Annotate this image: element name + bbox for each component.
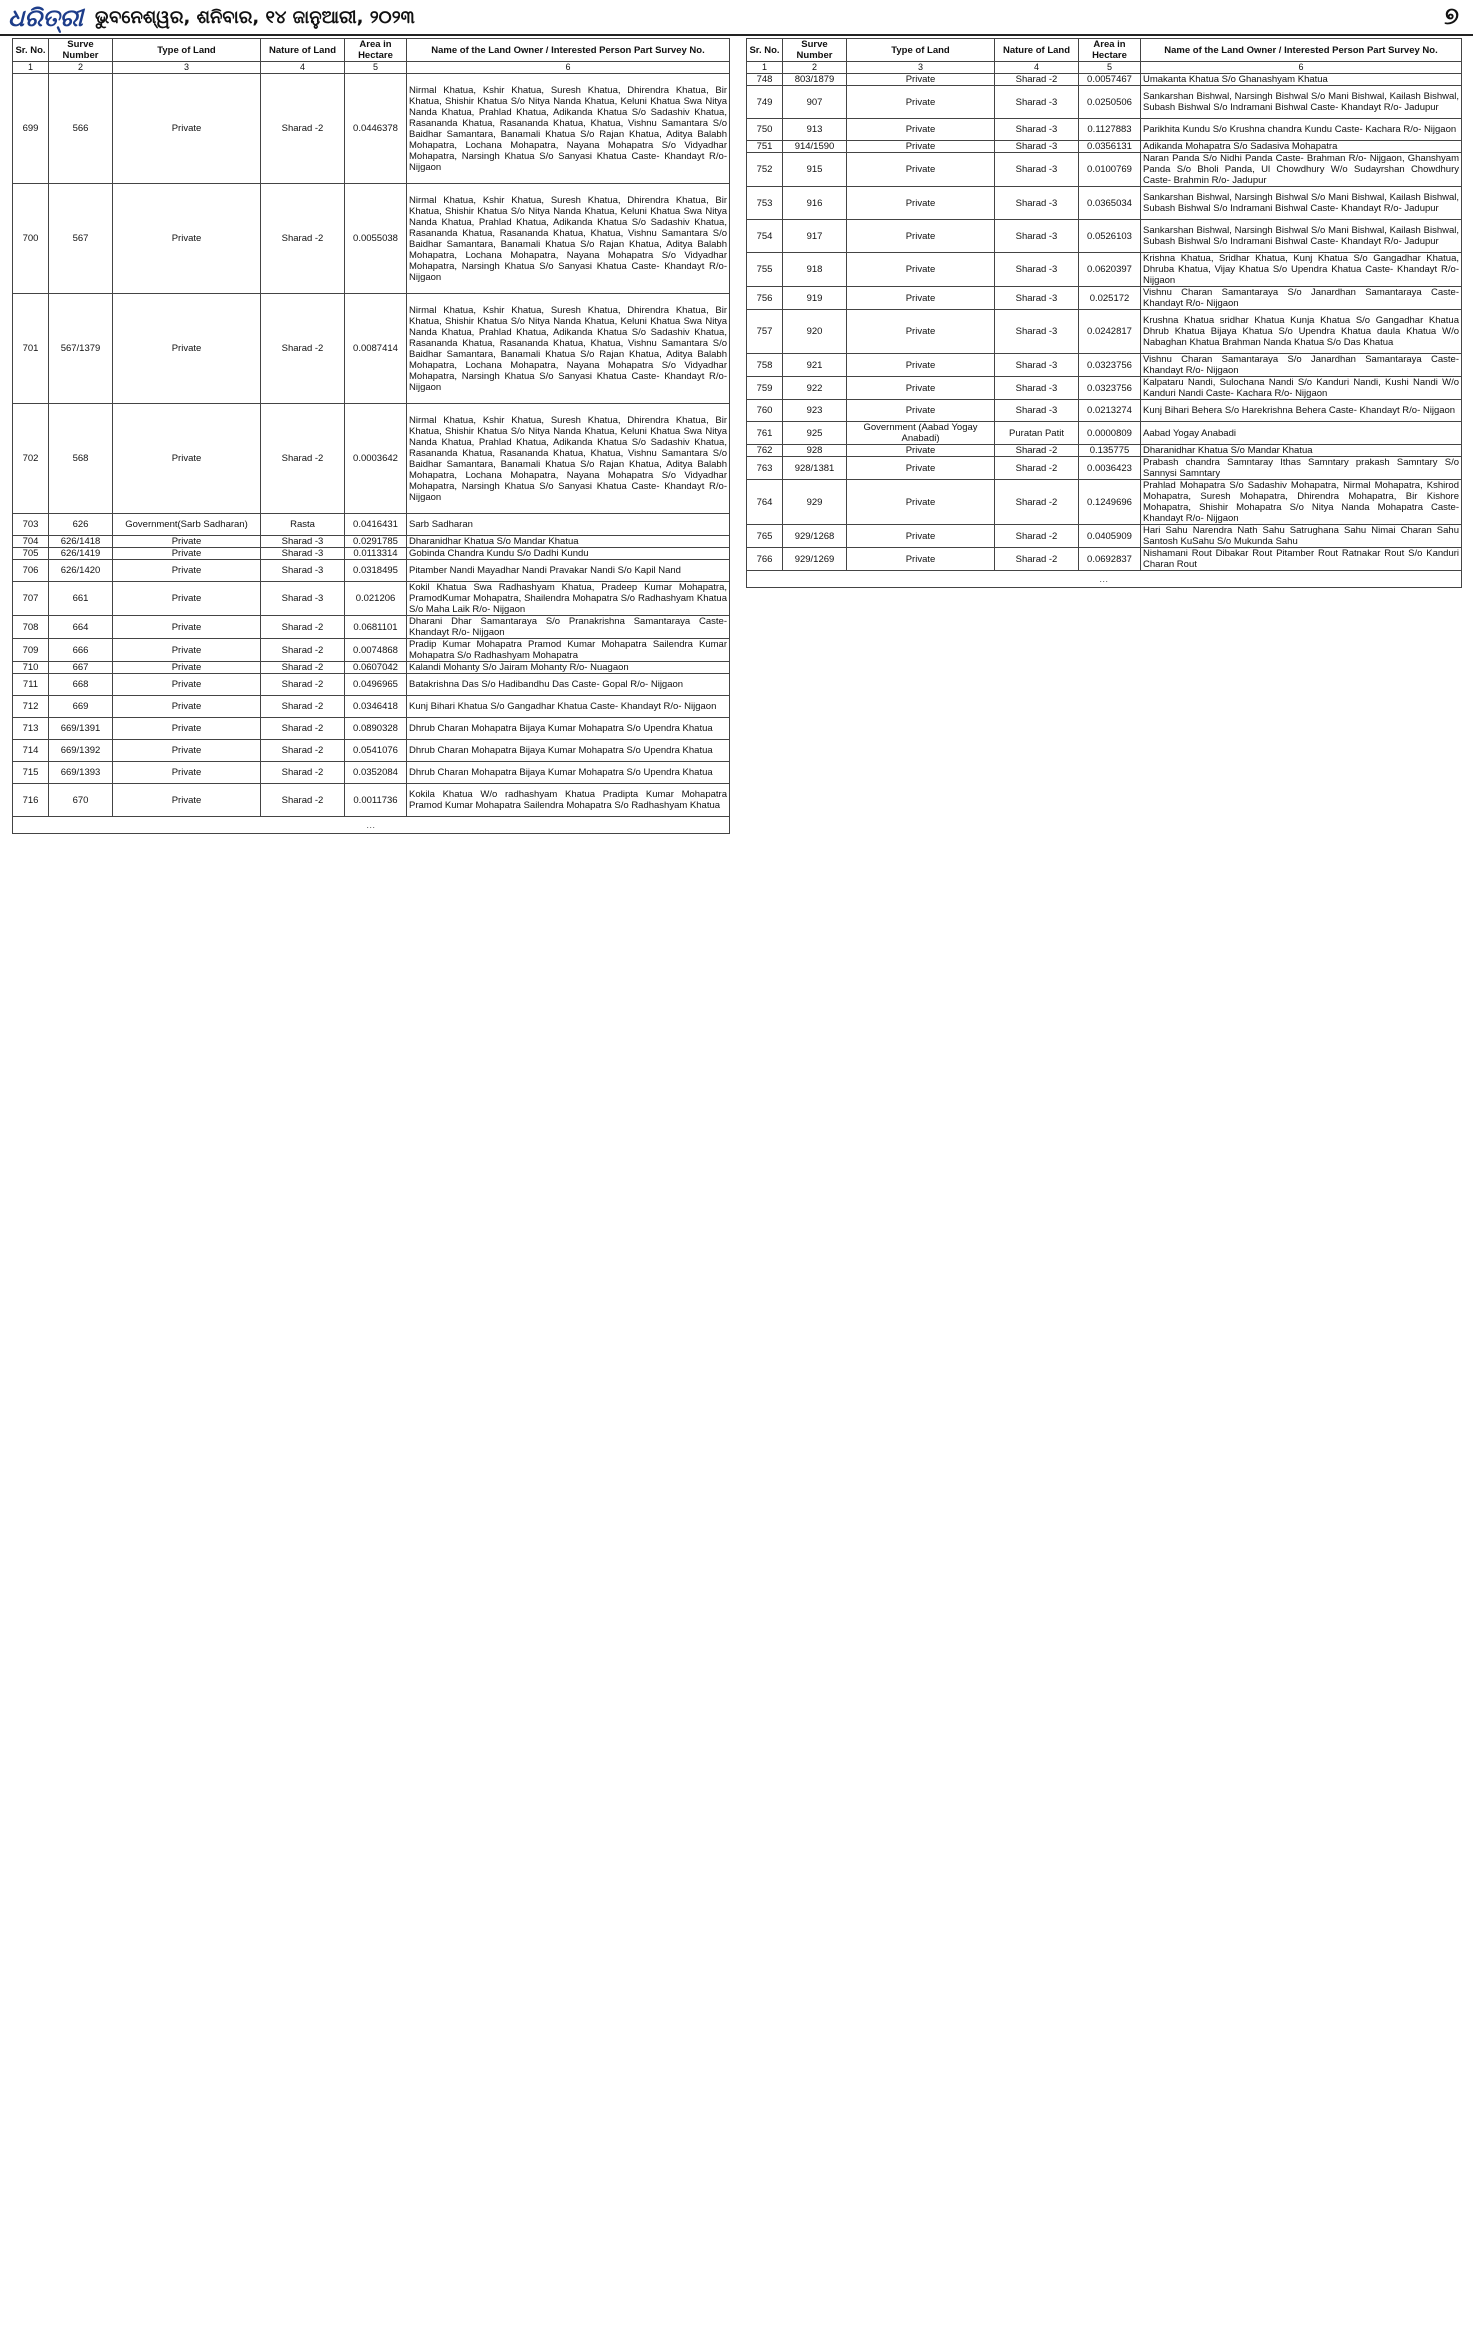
owner-name-cell: Prahlad Mohapatra S/o Sadashiv Mohapatra, Nirmal Mohapatra, Kshirod Mohapatra, Suresh Mohapatra, Dhirendra Mohapatra, Bir Kishore Mohapatra, Shishir Mohapatra S/o Nitya Nanda Mohapatra Caste- Khandayt R/o- Nijgaon bbox=[1141, 480, 1462, 525]
owner-name-cell: Nirmal Khatua, Kshir Khatua, Suresh Khatua, Dhirendra Khatua, Bir Khatua, Shishir Khatua S/o Nitya Nanda Khatua, Keluni Khatua Swa Nitya Nanda Khatua, Prahlad Khatua, Adikanda Khatua S/o Sadashiv Khatua, Rasananda Khatua, Rasananda Khatua, Khatua, Vishnu Samantara S/o Baidhar Samantara, Banamali Khatua S/o Rajan Khatua, Aditya Balabh Mohapatra, Lochana Mohapatra, Nayana Mohapatra S/o Vidyadhar Mohapatra, Narsingh Khatua S/o Sanyasi Khatua Caste- Khandayt R/o- Nijgaon bbox=[407, 294, 730, 404]
area-hectare-cell: 0.0346418 bbox=[345, 696, 407, 718]
col-header-survey: Surve Number bbox=[783, 39, 847, 62]
owner-name-cell: Umakanta Khatua S/o Ghanashyam Khatua bbox=[1141, 74, 1462, 86]
land-nature-cell: Sharad -2 bbox=[261, 740, 345, 762]
survey-number-cell: 568 bbox=[49, 404, 113, 514]
area-hectare-cell: 0.0541076 bbox=[345, 740, 407, 762]
survey-number-cell: 667 bbox=[49, 662, 113, 674]
owner-name-cell: Prabash chandra Samntaray Ithas Samntary prakash Samntary S/o Sannysi Samntary bbox=[1141, 457, 1462, 480]
land-type-cell: Private bbox=[113, 582, 261, 616]
sr-no-cell: 701 bbox=[13, 294, 49, 404]
sr-no-cell: 757 bbox=[747, 310, 783, 354]
table-row bbox=[747, 310, 1462, 354]
area-hectare-cell: 0.0496965 bbox=[345, 674, 407, 696]
table-row bbox=[13, 696, 730, 718]
sr-no-cell: 759 bbox=[747, 377, 783, 400]
land-type-cell: Private bbox=[113, 294, 261, 404]
land-nature-cell: Sharad -2 bbox=[261, 674, 345, 696]
land-type-cell: Private bbox=[113, 404, 261, 514]
land-type-cell: Government (Aabad Yogay Anabadi) bbox=[847, 422, 995, 445]
left-land-table bbox=[12, 38, 730, 834]
owner-name-cell: Sankarshan Bishwal, Narsingh Bishwal S/o Mani Bishwal, Kailash Bishwal, Subash Bishwal S/o Indramani Bishwal Caste- Khandayt R/o- Jadupur bbox=[1141, 187, 1462, 220]
area-hectare-cell: 0.0323756 bbox=[1079, 354, 1141, 377]
survey-number-cell: 669/1391 bbox=[49, 718, 113, 740]
area-hectare-cell: 0.0003642 bbox=[345, 404, 407, 514]
col-number: 3 bbox=[113, 62, 261, 74]
left-table-body bbox=[13, 74, 730, 834]
table-row bbox=[747, 354, 1462, 377]
sr-no-cell: 711 bbox=[13, 674, 49, 696]
land-type-cell: Private bbox=[847, 377, 995, 400]
col-header-type: Type of Land bbox=[113, 39, 261, 62]
survey-number-cell: 922 bbox=[783, 377, 847, 400]
sr-no-cell: 750 bbox=[747, 119, 783, 141]
table-row bbox=[747, 74, 1462, 86]
owner-name-cell: Kalpataru Nandi, Sulochana Nandi S/o Kanduri Nandi, Kushi Nandi W/o Kanduri Nandi Caste- Kachara R/o- Nijgaon bbox=[1141, 377, 1462, 400]
col-number: 4 bbox=[995, 62, 1079, 74]
sr-no-cell: 756 bbox=[747, 287, 783, 310]
table-row bbox=[747, 220, 1462, 253]
table-row bbox=[13, 74, 730, 184]
land-type-cell: Private bbox=[113, 560, 261, 582]
sr-no-cell: 712 bbox=[13, 696, 49, 718]
land-nature-cell: Sharad -3 bbox=[995, 310, 1079, 354]
col-header-area: Area in Hectare bbox=[1079, 39, 1141, 62]
survey-number-cell: 929/1268 bbox=[783, 525, 847, 548]
table-row bbox=[747, 548, 1462, 571]
owner-name-cell: Batakrishna Das S/o Hadibandhu Das Caste- Gopal R/o- Nijgaon bbox=[407, 674, 730, 696]
land-type-cell: Private bbox=[847, 525, 995, 548]
table-row bbox=[747, 400, 1462, 422]
area-hectare-cell: 0.0087414 bbox=[345, 294, 407, 404]
land-nature-cell: Sharad -3 bbox=[995, 287, 1079, 310]
land-nature-cell: Sharad -3 bbox=[995, 141, 1079, 153]
col-number: 2 bbox=[49, 62, 113, 74]
col-number: 5 bbox=[1079, 62, 1141, 74]
table-row bbox=[13, 740, 730, 762]
sr-no-cell: 704 bbox=[13, 536, 49, 548]
survey-number-cell: 669 bbox=[49, 696, 113, 718]
survey-number-cell: 917 bbox=[783, 220, 847, 253]
land-type-cell: Private bbox=[847, 480, 995, 525]
land-type-cell: Private bbox=[847, 400, 995, 422]
survey-number-cell: 919 bbox=[783, 287, 847, 310]
survey-number-cell: 669/1393 bbox=[49, 762, 113, 784]
land-nature-cell: Rasta bbox=[261, 514, 345, 536]
land-nature-cell: Sharad -2 bbox=[261, 184, 345, 294]
sr-no-cell: 754 bbox=[747, 220, 783, 253]
col-header-sr: Sr. No. bbox=[13, 39, 49, 62]
land-type-cell: Private bbox=[847, 253, 995, 287]
area-hectare-cell: 0.0036423 bbox=[1079, 457, 1141, 480]
area-hectare-cell: 0.0318495 bbox=[345, 560, 407, 582]
land-nature-cell: Sharad -2 bbox=[995, 445, 1079, 457]
survey-number-cell: 666 bbox=[49, 639, 113, 662]
land-nature-cell: Sharad -3 bbox=[995, 377, 1079, 400]
land-type-cell: Private bbox=[847, 153, 995, 187]
area-hectare-cell: 0.0526103 bbox=[1079, 220, 1141, 253]
survey-number-cell: 566 bbox=[49, 74, 113, 184]
survey-number-cell: 914/1590 bbox=[783, 141, 847, 153]
land-type-cell: Private bbox=[113, 639, 261, 662]
survey-number-cell: 921 bbox=[783, 354, 847, 377]
survey-number-cell: 929/1269 bbox=[783, 548, 847, 571]
land-type-cell: Private bbox=[113, 674, 261, 696]
owner-name-cell: Kokila Khatua W/o radhashyam Khatua Pradipta Kumar Mohapatra Pramod Kumar Mohapatra Sailendra Mohapatra S/o Radhashyam Khatua bbox=[407, 784, 730, 817]
area-hectare-cell: 0.1249696 bbox=[1079, 480, 1141, 525]
area-hectare-cell: 0.0416431 bbox=[345, 514, 407, 536]
survey-number-cell: 626 bbox=[49, 514, 113, 536]
area-hectare-cell: 0.0100769 bbox=[1079, 153, 1141, 187]
sr-no-cell: 700 bbox=[13, 184, 49, 294]
owner-name-cell: Dhrub Charan Mohapatra Bijaya Kumar Mohapatra S/o Upendra Khatua bbox=[407, 718, 730, 740]
sr-no-cell: 758 bbox=[747, 354, 783, 377]
land-nature-cell: Sharad -2 bbox=[995, 525, 1079, 548]
owner-name-cell: Dhrub Charan Mohapatra Bijaya Kumar Mohapatra S/o Upendra Khatua bbox=[407, 762, 730, 784]
survey-number-cell: 567/1379 bbox=[49, 294, 113, 404]
survey-number-cell: 907 bbox=[783, 86, 847, 119]
survey-number-cell: 920 bbox=[783, 310, 847, 354]
owner-name-cell: Krushna Khatua sridhar Khatua Kunja Khatua S/o Gangadhar Khatua Dhrub Khatua Bijaya Khatua S/o Upendra Khatua daula Khatua W/o Nabaghan Khatua Brahman Nanda Khatua S/o Das Khatua bbox=[1141, 310, 1462, 354]
sr-no-cell: 716 bbox=[13, 784, 49, 817]
survey-number-cell: 626/1419 bbox=[49, 548, 113, 560]
sr-no-cell: 708 bbox=[13, 616, 49, 639]
sr-no-cell: 703 bbox=[13, 514, 49, 536]
land-type-cell: Private bbox=[847, 445, 995, 457]
survey-number-cell: 669/1392 bbox=[49, 740, 113, 762]
area-hectare-cell: 0.0681101 bbox=[345, 616, 407, 639]
land-nature-cell: Sharad -3 bbox=[995, 119, 1079, 141]
sr-no-cell: 709 bbox=[13, 639, 49, 662]
right-table-body bbox=[747, 74, 1462, 588]
area-hectare-cell: 0.135775 bbox=[1079, 445, 1141, 457]
survey-number-cell: 670 bbox=[49, 784, 113, 817]
col-header-nature: Nature of Land bbox=[995, 39, 1079, 62]
owner-name-cell: Krishna Khatua, Sridhar Khatua, Kunj Khatua S/o Gangadhar Khatua, Dhruba Khatua, Vijay Khatua S/o Upendra Khatua Caste- Khandayt R/o- Nijgaon bbox=[1141, 253, 1462, 287]
land-nature-cell: Sharad -2 bbox=[261, 616, 345, 639]
right-notice-column bbox=[746, 38, 1461, 588]
land-nature-cell: Sharad -2 bbox=[261, 74, 345, 184]
col-number: 2 bbox=[783, 62, 847, 74]
col-number: 4 bbox=[261, 62, 345, 74]
col-number: 6 bbox=[407, 62, 730, 74]
survey-number-cell: 803/1879 bbox=[783, 74, 847, 86]
col-header-sr: Sr. No. bbox=[747, 39, 783, 62]
land-type-cell: Private bbox=[113, 696, 261, 718]
survey-number-cell: 626/1420 bbox=[49, 560, 113, 582]
survey-number-cell: 915 bbox=[783, 153, 847, 187]
land-type-cell: Private bbox=[847, 287, 995, 310]
owner-name-cell: Nirmal Khatua, Kshir Khatua, Suresh Khatua, Dhirendra Khatua, Bir Khatua, Shishir Khatua S/o Nitya Nanda Khatua, Keluni Khatua Swa Nitya Nanda Khatua, Prahlad Khatua, Adikanda Khatua S/o Sadashiv Khatua, Rasananda Khatua, Rasananda Khatua, Khatua, Vishnu Samantara S/o Baidhar Samantara, Banamali Khatua S/o Rajan Khatua, Aditya Balabh Mohapatra, Lochana Mohapatra, Nayana Mohapatra S/o Vidyadhar Mohapatra, Narsingh Khatua S/o Sanyasi Khatua Caste- Khandayt R/o- Nijgaon bbox=[407, 404, 730, 514]
col-header-nature: Nature of Land bbox=[261, 39, 345, 62]
table-row bbox=[13, 662, 730, 674]
owner-name-cell: Kalandi Mohanty S/o Jairam Mohanty R/o- Nuagaon bbox=[407, 662, 730, 674]
table-row bbox=[13, 784, 730, 817]
area-hectare-cell: 0.0356131 bbox=[1079, 141, 1141, 153]
land-nature-cell: Sharad -3 bbox=[995, 86, 1079, 119]
sr-no-cell: 706 bbox=[13, 560, 49, 582]
continuation-row bbox=[13, 817, 730, 834]
survey-number-cell: 928/1381 bbox=[783, 457, 847, 480]
survey-number-cell: 913 bbox=[783, 119, 847, 141]
sr-no-cell: 710 bbox=[13, 662, 49, 674]
land-type-cell: Private bbox=[113, 740, 261, 762]
area-hectare-cell: 0.0213274 bbox=[1079, 400, 1141, 422]
sr-no-cell: 707 bbox=[13, 582, 49, 616]
land-nature-cell: Sharad -2 bbox=[261, 696, 345, 718]
land-nature-cell: Sharad -2 bbox=[261, 784, 345, 817]
table-row bbox=[13, 536, 730, 548]
owner-name-cell: Pitamber Nandi Mayadhar Nandi Pravakar Nandi S/o Kapil Nand bbox=[407, 560, 730, 582]
land-nature-cell: Sharad -2 bbox=[995, 480, 1079, 525]
land-nature-cell: Sharad -3 bbox=[995, 187, 1079, 220]
sr-no-cell: 761 bbox=[747, 422, 783, 445]
table-row bbox=[747, 377, 1462, 400]
owner-name-cell: Sankarshan Bishwal, Narsingh Bishwal S/o Mani Bishwal, Kailash Bishwal, Subash Bishwal S/o Indramani Bishwal Caste- Khandayt R/o- Jadupur bbox=[1141, 220, 1462, 253]
table-row bbox=[13, 674, 730, 696]
table-row bbox=[13, 404, 730, 514]
land-nature-cell: Sharad -2 bbox=[995, 548, 1079, 571]
table-row bbox=[13, 514, 730, 536]
area-hectare-cell: 0.0323756 bbox=[1079, 377, 1141, 400]
land-type-cell: Private bbox=[113, 184, 261, 294]
land-type-cell: Private bbox=[113, 548, 261, 560]
survey-number-cell: 626/1418 bbox=[49, 536, 113, 548]
dateline: ଭୁବନେଶ୍ୱର, ଶନିବାର, ୧୪ ଜାନୁଆରୀ, ୨୦୨୩ bbox=[94, 6, 415, 28]
land-type-cell: Private bbox=[847, 457, 995, 480]
table-row bbox=[13, 718, 730, 740]
land-nature-cell: Sharad -3 bbox=[261, 536, 345, 548]
land-type-cell: Private bbox=[113, 616, 261, 639]
left-notice-column bbox=[12, 38, 729, 834]
area-hectare-cell: 0.0055038 bbox=[345, 184, 407, 294]
owner-name-cell: Kokil Khatua Swa Radhashyam Khatua, Pradeep Kumar Mohapatra, PramodKumar Mohapatra, Shailendra Mohapatra S/o Radhashyam Khatua S/o Maha Laik R/o- Nijgaon bbox=[407, 582, 730, 616]
survey-number-cell: 664 bbox=[49, 616, 113, 639]
table-row bbox=[747, 153, 1462, 187]
col-header-type: Type of Land bbox=[847, 39, 995, 62]
sr-no-cell: 760 bbox=[747, 400, 783, 422]
land-type-cell: Private bbox=[847, 354, 995, 377]
owner-name-cell: Dharanidhar Khatua S/o Mandar Khatua bbox=[407, 536, 730, 548]
owner-name-cell: Gobinda Chandra Kundu S/o Dadhi Kundu bbox=[407, 548, 730, 560]
table-row bbox=[747, 86, 1462, 119]
area-hectare-cell: 0.0446378 bbox=[345, 74, 407, 184]
owner-name-cell: Nirmal Khatua, Kshir Khatua, Suresh Khatua, Dhirendra Khatua, Bir Khatua, Shishir Khatua S/o Nitya Nanda Khatua, Keluni Khatua Swa Nitya Nanda Khatua, Prahlad Khatua, Adikanda Khatua S/o Sadashiv Khatua, Rasananda Khatua, Rasananda Khatua, Khatua, Vishnu Samantara S/o Baidhar Samantara, Banamali Khatua S/o Rajan Khatua, Aditya Balabh Mohapatra, Lochana Mohapatra, Nayana Mohapatra S/o Vidyadhar Mohapatra, Narsingh Khatua S/o Sanyasi Khatua Caste- Khandayt R/o- Nijgaon bbox=[407, 74, 730, 184]
sr-no-cell: 702 bbox=[13, 404, 49, 514]
land-nature-cell: Sharad -3 bbox=[261, 560, 345, 582]
table-row bbox=[747, 141, 1462, 153]
land-type-cell: Private bbox=[113, 536, 261, 548]
sr-no-cell: 705 bbox=[13, 548, 49, 560]
land-type-cell: Private bbox=[847, 548, 995, 571]
sr-no-cell: 751 bbox=[747, 141, 783, 153]
land-type-cell: Private bbox=[847, 310, 995, 354]
owner-name-cell: Dharani Dhar Samantaraya S/o Pranakrishna Samantaraya Caste- Khandayt R/o- Nijgaon bbox=[407, 616, 730, 639]
area-hectare-cell: 0.0000809 bbox=[1079, 422, 1141, 445]
owner-name-cell: Nirmal Khatua, Kshir Khatua, Suresh Khatua, Dhirendra Khatua, Bir Khatua, Shishir Khatua S/o Nitya Nanda Khatua, Keluni Khatua Swa Nitya Nanda Khatua, Prahlad Khatua, Adikanda Khatua S/o Sadashiv Khatua, Rasananda Khatua, Rasananda Khatua, Khatua, Vishnu Samantara S/o Baidhar Samantara, Banamali Khatua S/o Rajan Khatua, Aditya Balabh Mohapatra, Lochana Mohapatra, Nayana Mohapatra S/o Vidyadhar Mohapatra, Narsingh Khatua S/o Sanyasi Khatua Caste- Khandayt R/o- Nijgaon bbox=[407, 184, 730, 294]
sr-no-cell: 714 bbox=[13, 740, 49, 762]
owner-name-cell: Kunj Bihari Khatua S/o Gangadhar Khatua Caste- Khandayt R/o- Nijgaon bbox=[407, 696, 730, 718]
col-header-area: Area in Hectare bbox=[345, 39, 407, 62]
area-hectare-cell: 0.0074868 bbox=[345, 639, 407, 662]
sr-no-cell: 748 bbox=[747, 74, 783, 86]
col-number: 5 bbox=[345, 62, 407, 74]
survey-number-cell: 928 bbox=[783, 445, 847, 457]
owner-name-cell: Parikhita Kundu S/o Krushna chandra Kundu Caste- Kachara R/o- Nijgaon bbox=[1141, 119, 1462, 141]
land-nature-cell: Sharad -2 bbox=[261, 662, 345, 674]
land-type-cell: Private bbox=[847, 74, 995, 86]
sr-no-cell: 762 bbox=[747, 445, 783, 457]
table-row bbox=[747, 287, 1462, 310]
table-row bbox=[747, 480, 1462, 525]
col-number: 1 bbox=[747, 62, 783, 74]
land-nature-cell: Sharad -3 bbox=[995, 354, 1079, 377]
land-nature-cell: Sharad -2 bbox=[995, 74, 1079, 86]
sr-no-cell: 755 bbox=[747, 253, 783, 287]
table-row bbox=[747, 525, 1462, 548]
owner-name-cell: Dharanidhar Khatua S/o Mandar Khatua bbox=[1141, 445, 1462, 457]
land-type-cell: Private bbox=[113, 74, 261, 184]
owner-name-cell: Sankarshan Bishwal, Narsingh Bishwal S/o Mani Bishwal, Kailash Bishwal, Subash Bishwal S/o Indramani Bishwal Caste- Khandayt R/o- Jadupur bbox=[1141, 86, 1462, 119]
land-nature-cell: Sharad -2 bbox=[261, 718, 345, 740]
area-hectare-cell: 0.0890328 bbox=[345, 718, 407, 740]
owner-name-cell: Adikanda Mohapatra S/o Sadasiva Mohapatra bbox=[1141, 141, 1462, 153]
masthead bbox=[0, 0, 1473, 36]
survey-number-cell: 567 bbox=[49, 184, 113, 294]
col-header-survey: Surve Number bbox=[49, 39, 113, 62]
area-hectare-cell: 0.0692837 bbox=[1079, 548, 1141, 571]
table-row bbox=[13, 548, 730, 560]
survey-number-cell: 668 bbox=[49, 674, 113, 696]
sr-no-cell: 713 bbox=[13, 718, 49, 740]
table-row bbox=[13, 294, 730, 404]
area-hectare-cell: 0.0365034 bbox=[1079, 187, 1141, 220]
land-type-cell: Private bbox=[847, 86, 995, 119]
col-header-owner: Name of the Land Owner / Interested Person Part Survey No. bbox=[1141, 39, 1462, 62]
sr-no-cell: 752 bbox=[747, 153, 783, 187]
table-row bbox=[747, 187, 1462, 220]
table-row bbox=[13, 762, 730, 784]
area-hectare-cell: 0.0620397 bbox=[1079, 253, 1141, 287]
sr-no-cell: 753 bbox=[747, 187, 783, 220]
newspaper-logo: ଧରିତ୍ରୀ bbox=[8, 2, 83, 32]
land-nature-cell: Sharad -3 bbox=[995, 153, 1079, 187]
area-hectare-cell: 0.1127883 bbox=[1079, 119, 1141, 141]
survey-number-cell: 918 bbox=[783, 253, 847, 287]
land-nature-cell: Sharad -2 bbox=[261, 639, 345, 662]
owner-name-cell: Aabad Yogay Anabadi bbox=[1141, 422, 1462, 445]
land-type-cell: Private bbox=[847, 141, 995, 153]
land-type-cell: Private bbox=[113, 662, 261, 674]
owner-name-cell: Vishnu Charan Samantaraya S/o Janardhan Samantaraya Caste- Khandayt R/o- Nijgaon bbox=[1141, 287, 1462, 310]
land-nature-cell: Sharad -2 bbox=[995, 457, 1079, 480]
land-nature-cell: Puratan Patit bbox=[995, 422, 1079, 445]
col-number: 6 bbox=[1141, 62, 1462, 74]
area-hectare-cell: 0.0113314 bbox=[345, 548, 407, 560]
land-nature-cell: Sharad -3 bbox=[995, 400, 1079, 422]
area-hectare-cell: 0.0405909 bbox=[1079, 525, 1141, 548]
table-row bbox=[13, 616, 730, 639]
col-number: 3 bbox=[847, 62, 995, 74]
land-nature-cell: Sharad -3 bbox=[995, 253, 1079, 287]
owner-name-cell: Dhrub Charan Mohapatra Bijaya Kumar Mohapatra S/o Upendra Khatua bbox=[407, 740, 730, 762]
area-hectare-cell: 0.021206 bbox=[345, 582, 407, 616]
land-type-cell: Private bbox=[113, 718, 261, 740]
table-row bbox=[747, 457, 1462, 480]
survey-number-cell: 929 bbox=[783, 480, 847, 525]
sr-no-cell: 764 bbox=[747, 480, 783, 525]
land-type-cell: Private bbox=[847, 119, 995, 141]
land-type-cell: Government(Sarb Sadharan) bbox=[113, 514, 261, 536]
area-hectare-cell: 0.0011736 bbox=[345, 784, 407, 817]
area-hectare-cell: 0.0242817 bbox=[1079, 310, 1141, 354]
owner-name-cell: Sarb Sadharan bbox=[407, 514, 730, 536]
owner-name-cell: Pradip Kumar Mohapatra Pramod Kumar Mohapatra Sailendra Kumar Mohapatra S/o Radhashyam Mohapatra bbox=[407, 639, 730, 662]
area-hectare-cell: 0.0250506 bbox=[1079, 86, 1141, 119]
right-land-table bbox=[746, 38, 1462, 588]
table-row bbox=[13, 184, 730, 294]
survey-number-cell: 925 bbox=[783, 422, 847, 445]
land-type-cell: Private bbox=[847, 220, 995, 253]
continuation-row bbox=[747, 571, 1462, 588]
land-nature-cell: Sharad -3 bbox=[261, 548, 345, 560]
area-hectare-cell: 0.0352084 bbox=[345, 762, 407, 784]
sr-no-cell: 749 bbox=[747, 86, 783, 119]
table-row bbox=[13, 582, 730, 616]
table-row bbox=[747, 253, 1462, 287]
land-type-cell: Private bbox=[113, 762, 261, 784]
area-hectare-cell: 0.025172 bbox=[1079, 287, 1141, 310]
page-number: ୭ bbox=[1444, 2, 1459, 30]
sr-no-cell: 763 bbox=[747, 457, 783, 480]
sr-no-cell: 699 bbox=[13, 74, 49, 184]
col-number: 1 bbox=[13, 62, 49, 74]
sr-no-cell: 766 bbox=[747, 548, 783, 571]
table-row bbox=[13, 639, 730, 662]
land-nature-cell: Sharad -2 bbox=[261, 404, 345, 514]
table-row bbox=[747, 119, 1462, 141]
survey-number-cell: 661 bbox=[49, 582, 113, 616]
sr-no-cell: 715 bbox=[13, 762, 49, 784]
continuation-note: … bbox=[747, 571, 1462, 588]
survey-number-cell: 916 bbox=[783, 187, 847, 220]
area-hectare-cell: 0.0291785 bbox=[345, 536, 407, 548]
table-row bbox=[13, 560, 730, 582]
land-nature-cell: Sharad -2 bbox=[261, 762, 345, 784]
table-row bbox=[747, 422, 1462, 445]
owner-name-cell: Nishamani Rout Dibakar Rout Pitamber Rout Ratnakar Rout S/o Kanduri Charan Rout bbox=[1141, 548, 1462, 571]
land-nature-cell: Sharad -3 bbox=[261, 582, 345, 616]
land-nature-cell: Sharad -3 bbox=[995, 220, 1079, 253]
land-type-cell: Private bbox=[113, 784, 261, 817]
area-hectare-cell: 0.0057467 bbox=[1079, 74, 1141, 86]
sr-no-cell: 765 bbox=[747, 525, 783, 548]
owner-name-cell: Vishnu Charan Samantaraya S/o Janardhan Samantaraya Caste- Khandayt R/o- Nijgaon bbox=[1141, 354, 1462, 377]
area-hectare-cell: 0.0607042 bbox=[345, 662, 407, 674]
owner-name-cell: Kunj Bihari Behera S/o Harekrishna Behera Caste- Khandayt R/o- Nijgaon bbox=[1141, 400, 1462, 422]
land-type-cell: Private bbox=[847, 187, 995, 220]
land-nature-cell: Sharad -2 bbox=[261, 294, 345, 404]
continuation-note: … bbox=[13, 817, 730, 834]
col-header-owner: Name of the Land Owner / Interested Person Part Survey No. bbox=[407, 39, 730, 62]
owner-name-cell: Naran Panda S/o Nidhi Panda Caste- Brahman R/o- Nijgaon, Ghanshyam Panda S/o Bholi Panda, Ul Chowdhury W/o Sudayrshan Chowdhury Caste- Brahmin R/o- Jadupur bbox=[1141, 153, 1462, 187]
owner-name-cell: Hari Sahu Narendra Nath Sahu Satrughana Sahu Nimai Charan Sahu Santosh KuSahu S/o Mukunda Sahu bbox=[1141, 525, 1462, 548]
survey-number-cell: 923 bbox=[783, 400, 847, 422]
table-row bbox=[747, 445, 1462, 457]
